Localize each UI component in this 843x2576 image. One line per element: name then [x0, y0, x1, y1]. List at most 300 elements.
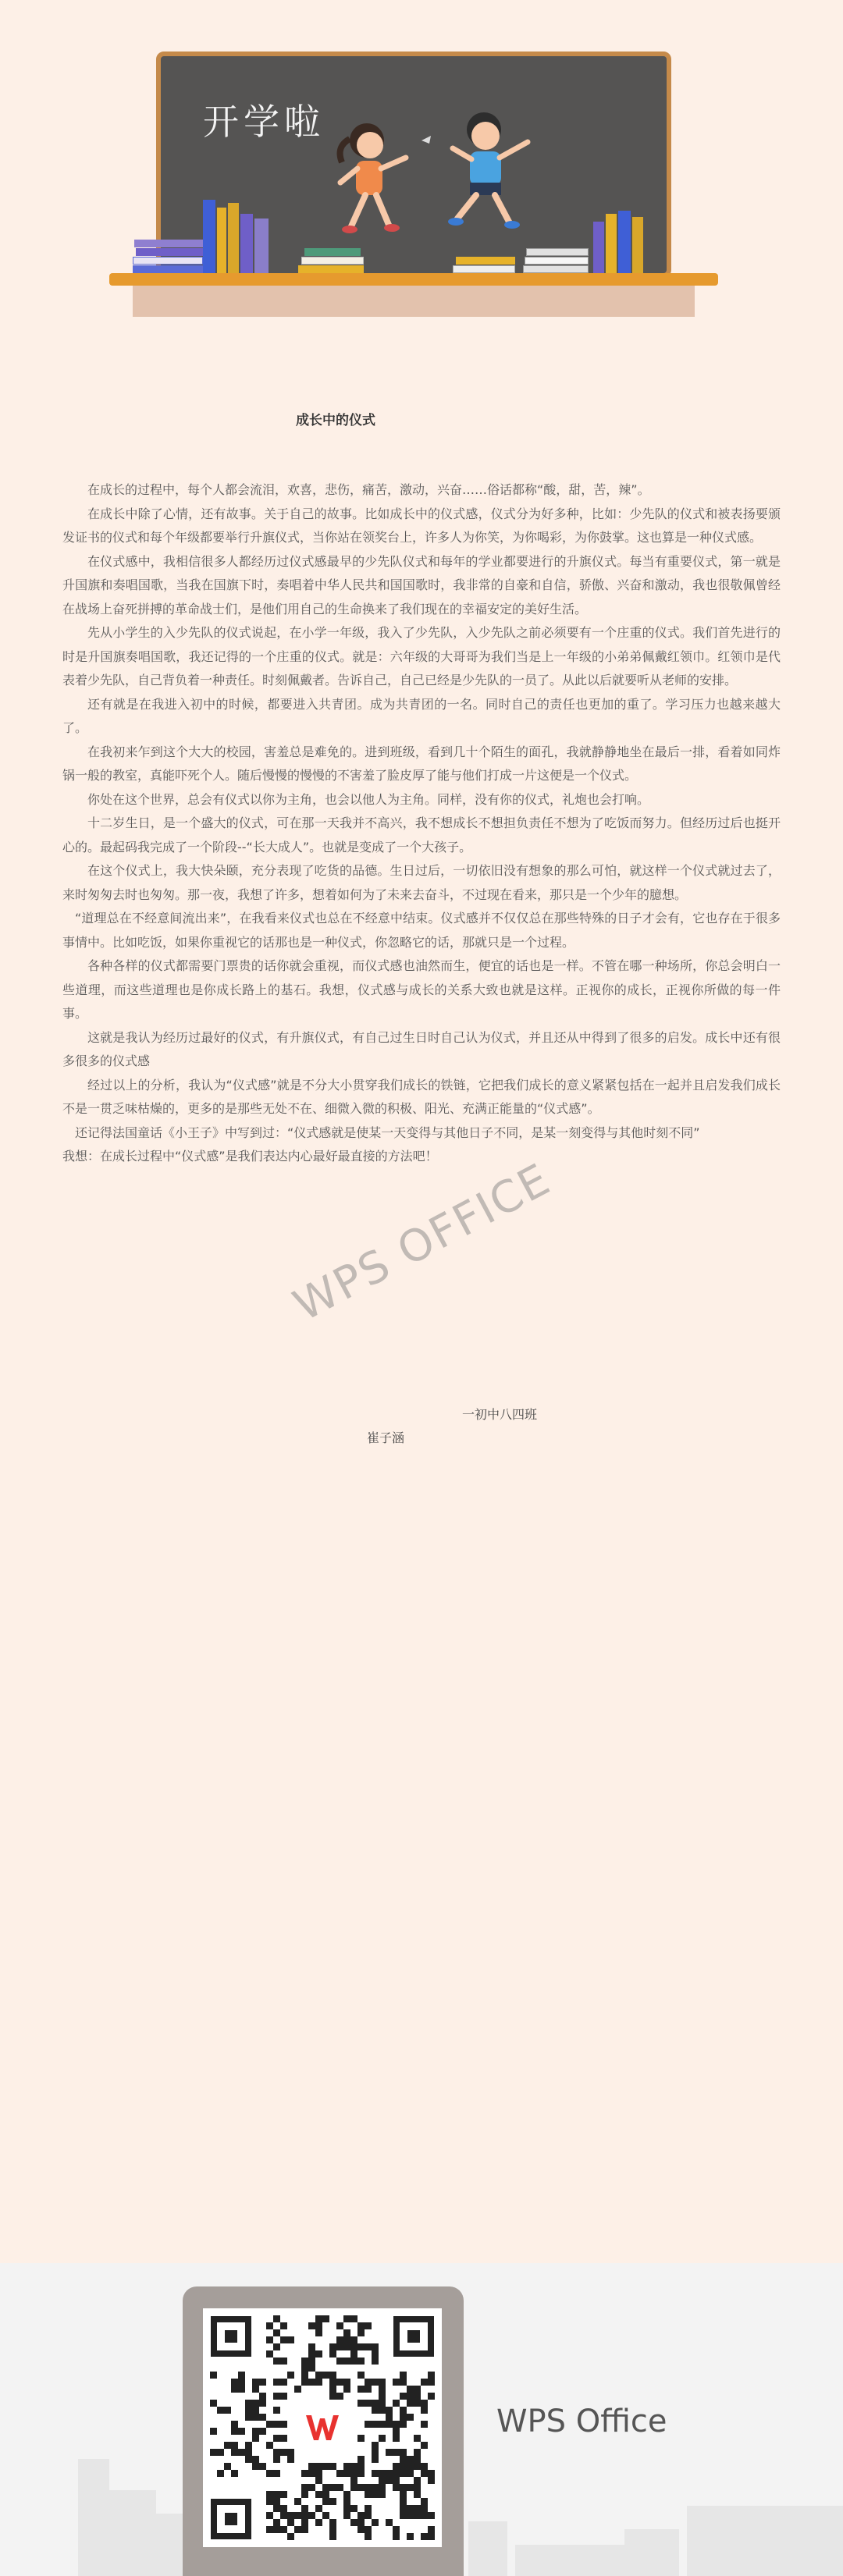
qr-module: [421, 2400, 428, 2407]
qr-module: [357, 2484, 365, 2491]
qr-module: [386, 2470, 393, 2477]
paragraph: 还有就是在我进入初中的时候，都要进入共青团。成为共青团的一名。同时自己的责任也更加的重了。学习压力也越来越大了。: [62, 696, 781, 735]
qr-module: [336, 2379, 343, 2386]
qr-module: [273, 2449, 280, 2456]
qr-module: [273, 2470, 280, 2477]
qr-module: [315, 2477, 322, 2484]
qr-module: [421, 2505, 428, 2512]
qr-module: [280, 2449, 287, 2456]
qr-module: [329, 2533, 336, 2540]
qr-module: [280, 2491, 287, 2498]
header-illustration: [109, 47, 726, 328]
qr-module: [393, 2463, 400, 2470]
qr-module: [273, 2435, 280, 2442]
qr-module: [266, 2498, 273, 2505]
qr-module: [414, 2449, 421, 2456]
qr-module: [294, 2526, 301, 2533]
qr-module: [329, 2519, 336, 2526]
brand-name: WPS Office: [496, 2404, 667, 2439]
qr-module: [301, 2512, 308, 2519]
qr-module: [372, 2407, 379, 2414]
footer: [0, 2263, 843, 2576]
qr-module: [301, 2379, 308, 2386]
qr-module: [365, 2505, 372, 2512]
qr-module: [259, 2400, 266, 2407]
qr-module: [372, 2350, 379, 2357]
qr-module: [421, 2470, 428, 2477]
qr-module: [329, 2393, 336, 2400]
qr-module: [414, 2435, 421, 2442]
qr-finder: [211, 2316, 251, 2357]
qr-module: [301, 2484, 308, 2491]
qr-module: [421, 2421, 428, 2428]
qr-module: [357, 2400, 365, 2407]
qr-module: [393, 2526, 400, 2533]
qr-module: [407, 2463, 414, 2470]
chalkboard-title: 开学啦: [203, 101, 325, 143]
qr-module: [343, 2505, 350, 2512]
qr-module: [372, 2400, 379, 2407]
qr-module: [414, 2512, 421, 2519]
qr-module: [224, 2463, 231, 2470]
qr-module: [421, 2463, 428, 2470]
qr-module: [379, 2470, 386, 2477]
qr-module: [343, 2315, 350, 2322]
qr-module: [280, 2421, 287, 2428]
qr-module: [224, 2442, 231, 2449]
qr-module: [280, 2379, 287, 2386]
qr-module: [315, 2315, 322, 2322]
qr-module: [329, 2343, 336, 2350]
qr-module: [273, 2357, 280, 2365]
qr-module: [357, 2470, 365, 2477]
qr-module: [322, 2512, 329, 2519]
qr-module: [231, 2379, 238, 2386]
qr-module: [245, 2400, 252, 2407]
qr-module: [379, 2421, 386, 2428]
qr-module: [407, 2456, 414, 2463]
qr-module: [322, 2484, 329, 2491]
qr-module: [280, 2393, 287, 2400]
qr-module: [357, 2372, 365, 2379]
qr-module: [301, 2519, 308, 2526]
qr-module: [400, 2372, 407, 2379]
qr-module: [280, 2512, 287, 2519]
qr-module: [245, 2407, 252, 2414]
qr-module: [421, 2379, 428, 2386]
qr-module: [365, 2322, 372, 2329]
qr-module: [428, 2372, 435, 2379]
qr-module: [245, 2449, 252, 2456]
qr-module: [393, 2477, 400, 2484]
qr-module: [400, 2449, 407, 2456]
qr-module: [372, 2379, 379, 2386]
qr-module: [336, 2343, 343, 2350]
qr-module: [252, 2463, 259, 2470]
qr-module: [273, 2329, 280, 2336]
qr-module: [400, 2512, 407, 2519]
qr-module: [245, 2442, 252, 2449]
qr-module: [421, 2407, 428, 2414]
qr-module: [407, 2505, 414, 2512]
qr-module: [245, 2414, 252, 2421]
qr-module: [393, 2484, 400, 2491]
qr-module: [400, 2484, 407, 2491]
qr-module: [315, 2322, 322, 2329]
qr-module: [386, 2449, 393, 2456]
qr-module: [259, 2463, 266, 2470]
qr-module: [400, 2505, 407, 2512]
qr-module: [336, 2322, 343, 2329]
qr-module: [414, 2393, 421, 2400]
children-illustration: [304, 101, 570, 258]
qr-module: [273, 2526, 280, 2533]
qr-module: [414, 2505, 421, 2512]
qr-module: [421, 2442, 428, 2449]
qr-module: [393, 2421, 400, 2428]
qr-module: [266, 2526, 273, 2533]
paragraph: 经过以上的分析，我认为“仪式感”就是不分大小贯穿我们成长的铁链，它把我们成长的意义紧紧包括在一起并且启发我们成长不是一贯乏味枯燥的，更多的是那些无处不在、细微入微的积极、阳光、充满正能量的“仪式感”。: [62, 1077, 781, 1116]
qr-module: [393, 2428, 400, 2435]
signature-name: 崔子涵: [367, 1430, 405, 1445]
paragraph: 你处在这个世界，总会有仪式以你为主角，也会以他人为主角。同样，没有你的仪式，礼炮也会打响。: [87, 791, 650, 807]
qr-module: [308, 2470, 315, 2477]
paragraph: 这就是我认为经历过最好的仪式，有升旗仪式，有自己过生日时自己认为仪式，并且还从中得到了很多的启发。成长中还有很多很多的仪式感: [62, 1029, 781, 1068]
qr-module: [357, 2357, 365, 2365]
qr-module: [343, 2470, 350, 2477]
qr-module: [238, 2379, 245, 2386]
qr-module: [372, 2470, 379, 2477]
qr-module: [259, 2428, 266, 2435]
qr-module: [428, 2470, 435, 2477]
qr-module: [245, 2456, 252, 2463]
qr-module: [365, 2491, 372, 2498]
qr-module: [308, 2484, 315, 2491]
qr-module: [407, 2512, 414, 2519]
qr-module: [428, 2477, 435, 2484]
shelf: [109, 273, 718, 286]
qr-module: [266, 2350, 273, 2357]
qr-module: [400, 2414, 407, 2421]
qr-module: [287, 2533, 294, 2540]
qr-module: [273, 2491, 280, 2498]
qr-module: [343, 2498, 350, 2505]
qr-module: [407, 2386, 414, 2393]
qr-module: [428, 2512, 435, 2519]
qr-module: [386, 2407, 393, 2414]
paragraph: 在我初来乍到这个大大的校园，害羞总是难免的。进到班级，看到几十个陌生的面孔，我就静静地坐在最后一排，看着如同炸锅一般的教室，真能吓死个人。随后慢慢的慢慢的不害羞了脸皮厚了能与他们打成一片这便是一个仪式。: [62, 744, 781, 783]
qr-module: [365, 2512, 372, 2519]
qr-module: [259, 2414, 266, 2421]
qr-module: [308, 2350, 315, 2357]
qr-module: [273, 2456, 280, 2463]
qr-module: [400, 2463, 407, 2470]
qr-module: [308, 2512, 315, 2519]
qr-module: [231, 2470, 238, 2477]
qr-module: [357, 2329, 365, 2336]
qr-module: [414, 2491, 421, 2498]
qr-module: [407, 2400, 414, 2407]
qr-module: [421, 2498, 428, 2505]
qr-module: [273, 2421, 280, 2428]
qr-module: [379, 2393, 386, 2400]
qr-module: [400, 2407, 407, 2414]
qr-module: [357, 2386, 365, 2393]
qr-module: [210, 2449, 217, 2456]
qr-module: [315, 2491, 322, 2498]
qr-module: [400, 2379, 407, 2386]
qr-module: [350, 2336, 357, 2343]
qr-module: [357, 2456, 365, 2463]
qr-module: [372, 2456, 379, 2463]
qr-module: [294, 2498, 301, 2505]
qr-module: [400, 2498, 407, 2505]
qr-module: [343, 2357, 350, 2365]
qr-module: [365, 2343, 372, 2350]
qr-module: [266, 2322, 273, 2329]
qr-module: [308, 2365, 315, 2372]
qr-module: [280, 2505, 287, 2512]
qr-module: [428, 2533, 435, 2540]
qr-module: [365, 2379, 372, 2386]
qr-module: [308, 2322, 315, 2329]
qr-module: [280, 2357, 287, 2365]
qr-module: [386, 2477, 393, 2484]
watermark: WPS OFFICE: [285, 1153, 560, 1332]
qr-module: [393, 2449, 400, 2456]
qr-module: [280, 2526, 287, 2533]
paragraph: 我想：在成长过程中“仪式感”是我们表达内心最好最直接的方法吧！: [62, 1149, 438, 1164]
qr-module: [357, 2512, 365, 2519]
qr-module: [329, 2386, 336, 2393]
qr-module: [365, 2386, 372, 2393]
qr-module: [266, 2491, 273, 2498]
qr-module: [315, 2379, 322, 2386]
qr-module: [273, 2379, 280, 2386]
qr-module: [322, 2463, 329, 2470]
qr-module: [343, 2463, 350, 2470]
qr-module: [238, 2386, 245, 2393]
qr-module: [315, 2372, 322, 2379]
qr-module: [350, 2484, 357, 2491]
qr-module: [428, 2379, 435, 2386]
qr-module: [379, 2477, 386, 2484]
qr-module: [357, 2435, 365, 2442]
qr-module: [350, 2505, 357, 2512]
qr-module: [372, 2357, 379, 2365]
qr-module: [308, 2379, 315, 2386]
qr-module: [365, 2484, 372, 2491]
qr-module: [217, 2449, 224, 2456]
qr-module: [301, 2526, 308, 2533]
qr-module: [273, 2343, 280, 2350]
qr-module: [421, 2512, 428, 2519]
qr-module: [301, 2505, 308, 2512]
wps-logo-icon: [299, 2404, 346, 2451]
qr-module: [428, 2526, 435, 2533]
qr-module: [329, 2498, 336, 2505]
qr-module: [365, 2400, 372, 2407]
qr-module: [252, 2456, 259, 2463]
qr-module: [407, 2484, 414, 2491]
qr-module: [308, 2343, 315, 2350]
qr-module: [343, 2386, 350, 2393]
qr-module: [372, 2519, 379, 2526]
qr-module: [210, 2428, 217, 2435]
qr-module: [238, 2449, 245, 2456]
paragraph: 在成长的过程中，每个人都会流泪，欢喜，悲伤，痛苦，激动，兴奋……俗话都称“酸，甜，苦，辣”。: [87, 482, 650, 497]
qr-module: [301, 2365, 308, 2372]
qr-module: [294, 2512, 301, 2519]
qr-module: [350, 2357, 357, 2365]
qr-module: [372, 2442, 379, 2449]
qr-module: [315, 2350, 322, 2357]
books-upright-right: [593, 211, 663, 273]
document-title: 成长中的仪式: [296, 413, 375, 428]
qr-module: [329, 2372, 336, 2379]
qr-module: [266, 2336, 273, 2343]
qr-module: [273, 2505, 280, 2512]
qr-module: [210, 2400, 217, 2407]
qr-module: [357, 2519, 365, 2526]
qr-module: [400, 2470, 407, 2477]
qr-module: [400, 2393, 407, 2400]
qr-module: [357, 2463, 365, 2470]
qr-module: [379, 2491, 386, 2498]
qr-module: [315, 2329, 322, 2336]
qr-module: [414, 2386, 421, 2393]
paragraph: 在仪式感中，我相信很多人都经历过仪式感最早的少先队仪式和每年的学业都要进行的升旗仪式。每当有重要仪式，第一就是升国旗和奏唱国歌，当我在国旗下时，奏唱着中华人民共和国国歌时，我非常的自豪和自信，骄傲、兴奋和激动，我也很敬佩曾经在战场上奋死拼搏的革命战士们，是他们用自己的生命换来了我们现在的幸福安定的美好生活。: [62, 553, 781, 616]
qr-module: [329, 2350, 336, 2357]
qr-module: [414, 2456, 421, 2463]
qr-module: [273, 2315, 280, 2322]
qr-module: [266, 2442, 273, 2449]
qr-module: [343, 2336, 350, 2343]
qr-module: [308, 2357, 315, 2365]
qr-module: [343, 2512, 350, 2519]
qr-module: [287, 2449, 294, 2456]
qr-module: [357, 2526, 365, 2533]
qr-module: [231, 2421, 238, 2428]
qr-module: [400, 2491, 407, 2498]
paragraph: 在这个仪式上，我大快朵颐，充分表现了吃货的品德。生日过后，一切依旧没有想象的那么可怕，就这样一个仪式就过去了，来时匆匆去时也匆匆。那一夜，我想了许多，想着如何为了未来去奋斗，不过现在看来，那只是一个少年的臆想。: [62, 863, 781, 902]
qr-module: [231, 2442, 238, 2449]
paragraph: 先从小学生的入少先队的仪式说起，在小学一年级，我入了少先队，入少先队之前必须要有一个庄重的仪式。我们首先进行的时是升国旗奏唱国歌，我还记得的一个庄重的仪式。就是：六年级的大哥哥为我们当是上一年级的小弟弟佩戴红领巾。红领巾是代表着少先队，自己背负着一种责任。时刻佩戴者。告诉自己，自己已经是少先队的一员了。从此以后就要听从老师的安排。: [62, 625, 781, 688]
qr-module: [252, 2428, 259, 2435]
qr-module: [301, 2491, 308, 2498]
qr-module: [343, 2329, 350, 2336]
qr-module: [400, 2456, 407, 2463]
qr-module: [329, 2463, 336, 2470]
qr-module: [315, 2519, 322, 2526]
qr-code[interactable]: [203, 2308, 442, 2547]
qr-module: [336, 2484, 343, 2491]
qr-module: [224, 2407, 231, 2414]
qr-module: [322, 2491, 329, 2498]
qr-module: [322, 2315, 329, 2322]
qr-module: [386, 2519, 393, 2526]
qr-module: [379, 2407, 386, 2414]
qr-module: [407, 2533, 414, 2540]
qr-module: [273, 2393, 280, 2400]
qr-module: [343, 2491, 350, 2498]
qr-module: [379, 2400, 386, 2407]
qr-module: [287, 2372, 294, 2379]
qr-module: [357, 2322, 365, 2329]
qr-module: [266, 2421, 273, 2428]
qr-module: [315, 2505, 322, 2512]
qr-module: [273, 2498, 280, 2505]
qr-module: [379, 2484, 386, 2491]
qr-module: [315, 2463, 322, 2470]
qr-module: [287, 2519, 294, 2526]
qr-module: [372, 2491, 379, 2498]
qr-module: [379, 2386, 386, 2393]
qr-module: [322, 2498, 329, 2505]
qr-module: [393, 2533, 400, 2540]
shelf-base: [133, 286, 695, 317]
qr-module: [294, 2386, 301, 2393]
qr-module: [259, 2379, 266, 2386]
paragraph: 在成长中除了心情，还有故事。关于自己的故事。比如成长中的仪式感，仪式分为好多种，比如：少先队的仪式和被表扬要颁发证书的仪式和每个年级都要举行升旗仪式，当你站在领奖台上，许多人为你笑，为你喝彩，为你鼓掌。这也算是一种仪式感。: [62, 506, 781, 545]
qr-module: [287, 2336, 294, 2343]
qr-module: [414, 2484, 421, 2491]
qr-module: [329, 2484, 336, 2491]
qr-module: [238, 2428, 245, 2435]
qr-module: [259, 2393, 266, 2400]
document-body: [62, 382, 781, 1169]
qr-module: [266, 2512, 273, 2519]
qr-module: [273, 2519, 280, 2526]
qr-module: [379, 2379, 386, 2386]
qr-module: [252, 2414, 259, 2421]
paragraph: “道理总在不经意间流出来”，在我看来仪式也总在不经意中结束。仪式感并不仅仅总在那些特殊的日子才会有，它也存在于很多事情中。比如吃饭，如果你重视它的话那也是一种仪式，你忽略它的话，那就只是一个过程。: [62, 911, 781, 950]
qr-module: [238, 2372, 245, 2379]
qr-module: [414, 2400, 421, 2407]
qr-module: [252, 2407, 259, 2414]
qr-module: [315, 2470, 322, 2477]
qr-module: [308, 2463, 315, 2470]
qr-module: [365, 2421, 372, 2428]
qr-module: [393, 2470, 400, 2477]
qr-module: [350, 2343, 357, 2350]
qr-module: [357, 2343, 365, 2350]
qr-module: [273, 2407, 280, 2414]
qr-module: [280, 2322, 287, 2329]
qr-module: [287, 2456, 294, 2463]
qr-module: [350, 2477, 357, 2484]
qr-module: [407, 2393, 414, 2400]
qr-module: [343, 2379, 350, 2386]
qr-module: [252, 2400, 259, 2407]
qr-module: [350, 2350, 357, 2357]
qr-module: [322, 2372, 329, 2379]
qr-module: [372, 2484, 379, 2491]
qr-module: [372, 2343, 379, 2350]
paragraph: 各种各样的仪式都需要门票贵的话你就会重视，而仪式感也油然而生，便宜的话也是一样。不管在哪一种场所，你总会明白一些道理，而这些道理也是你成长路上的基石。我想，仪式感与成长的关系大致也就是这样。正视你的成长，正视你所做的每一件事。: [62, 958, 781, 1021]
qr-module: [252, 2379, 259, 2386]
qr-module: [217, 2407, 224, 2414]
qr-module: [329, 2379, 336, 2386]
qr-module: [231, 2449, 238, 2456]
qr-module: [393, 2379, 400, 2386]
qr-module: [336, 2393, 343, 2400]
qr-module: [365, 2533, 372, 2540]
qr-module: [343, 2343, 350, 2350]
qr-module: [414, 2463, 421, 2470]
qr-module: [336, 2357, 343, 2365]
qr-module: [336, 2336, 343, 2343]
